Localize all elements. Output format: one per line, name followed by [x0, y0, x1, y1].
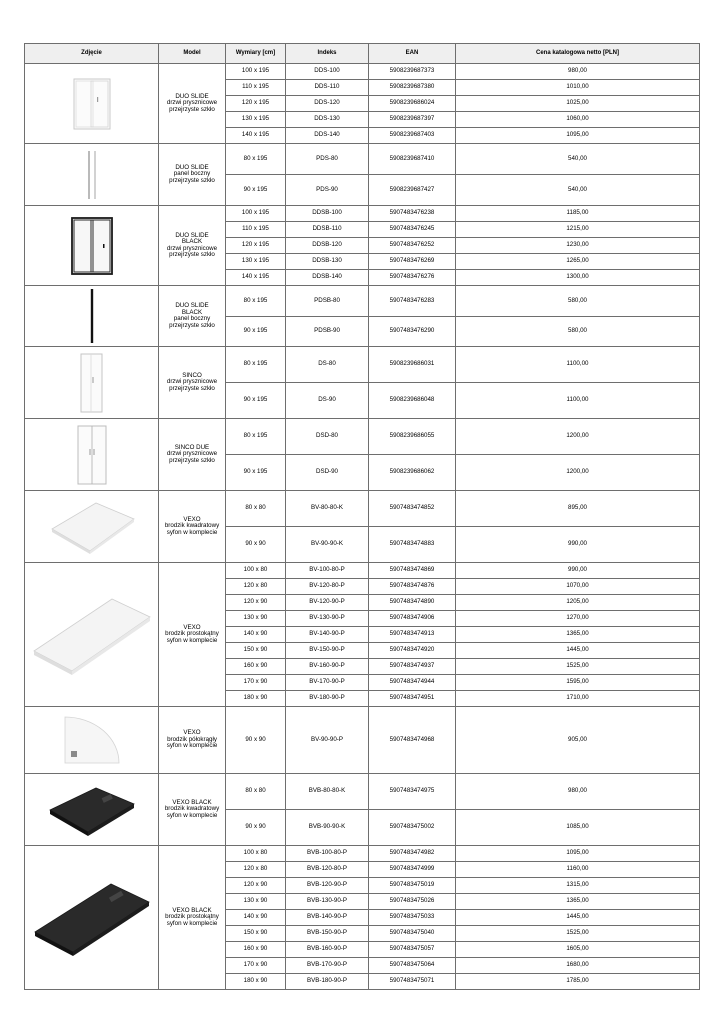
index-cell: BV-120-80-P: [286, 579, 369, 595]
square-tray-white-icon: [25, 497, 158, 557]
price-cell: 1365,00: [456, 627, 700, 643]
table-row: [25, 846, 700, 862]
model-name: BLACK: [181, 308, 203, 316]
index-cell: DDSB-130: [286, 254, 369, 270]
index-cell: BV-130-90-P: [286, 611, 369, 627]
model-description: panel boczny: [173, 315, 211, 322]
dimensions-cell: 160 x 90: [226, 942, 286, 958]
model-cell: [159, 347, 226, 419]
product-photo: [25, 774, 159, 846]
dimensions-cell: 90 x 195: [226, 175, 286, 206]
model-description: przejrzyste szkło: [169, 321, 215, 329]
model-name: VEXO: [183, 729, 201, 737]
model-cell: [159, 846, 226, 990]
index-cell: PDSB-80: [286, 286, 369, 317]
double-hinged-door-icon: [25, 423, 158, 487]
price-cell: 895,00: [456, 491, 700, 527]
price-cell: 1200,00: [456, 419, 700, 455]
dimensions-cell: 130 x 195: [226, 254, 286, 270]
index-cell: BVB-130-90-P: [286, 894, 369, 910]
price-cell: 1270,00: [456, 611, 700, 627]
price-cell: 1365,00: [456, 894, 700, 910]
model-name: DUO SLIDE: [175, 231, 209, 239]
header-price: Cena katalogowa netto [PLN]: [456, 44, 700, 64]
price-cell: 1185,00: [456, 206, 700, 222]
model-cell: [159, 286, 226, 347]
ean-cell: 5907483476245: [369, 222, 456, 238]
ean-cell: 5908239687427: [369, 175, 456, 206]
price-cell: 1445,00: [456, 910, 700, 926]
index-cell: DDS-110: [286, 80, 369, 96]
price-cell: 1525,00: [456, 659, 700, 675]
ean-cell: 5907483474890: [369, 595, 456, 611]
table-row: [25, 707, 700, 774]
index-cell: PDS-80: [286, 144, 369, 175]
ean-cell: 5907483475019: [369, 878, 456, 894]
model-name: SINCO DUE: [174, 443, 210, 451]
ean-cell: 5907483474999: [369, 862, 456, 878]
product-photo: [25, 491, 159, 563]
table-row: [25, 206, 700, 222]
model-description: drzwi prysznicowe: [166, 99, 218, 107]
ean-cell: 5908239687403: [369, 128, 456, 144]
index-cell: DDSB-100: [286, 206, 369, 222]
model-name: SINCO: [182, 371, 202, 379]
dimensions-cell: 120 x 80: [226, 862, 286, 878]
model-name: BLACK: [181, 238, 203, 245]
index-cell: DSD-80: [286, 419, 369, 455]
model-description: drzwi prysznicowe: [166, 450, 218, 458]
dimensions-cell: 80 x 195: [226, 286, 286, 317]
product-photo: [25, 347, 159, 419]
dimensions-cell: 90 x 195: [226, 383, 286, 419]
model-description: przejrzyste szkło: [169, 105, 215, 113]
ean-cell: 5908239686055: [369, 419, 456, 455]
square-tray-black-icon: [25, 780, 158, 840]
ean-cell: 5907483476269: [369, 254, 456, 270]
dimensions-cell: 110 x 195: [226, 222, 286, 238]
index-cell: DDS-120: [286, 96, 369, 112]
index-cell: BVB-180-90-P: [286, 974, 369, 990]
index-cell: DDS-100: [286, 64, 369, 80]
side-panel-black-icon: [25, 286, 158, 346]
price-cell: 1060,00: [456, 112, 700, 128]
ean-cell: 5908239686031: [369, 347, 456, 383]
model-description: brodzik prostokątny: [165, 913, 219, 921]
header-model: Model: [159, 44, 226, 64]
rectangular-tray-black-icon: [25, 870, 158, 966]
price-cell: 990,00: [456, 563, 700, 579]
header-ean: EAN: [369, 44, 456, 64]
table-row: [25, 64, 700, 80]
dimensions-cell: 100 x 80: [226, 846, 286, 862]
ean-cell: 5908239687397: [369, 112, 456, 128]
index-cell: DDS-130: [286, 112, 369, 128]
model-cell: [159, 144, 226, 206]
dimensions-cell: 130 x 90: [226, 611, 286, 627]
dimensions-cell: 80 x 195: [226, 144, 286, 175]
model-name: VEXO BLACK: [172, 906, 212, 914]
index-cell: PDSB-90: [286, 316, 369, 347]
ean-cell: 5907483475040: [369, 926, 456, 942]
table-row: [25, 347, 700, 383]
product-photo: [25, 64, 159, 144]
model-description: przejrzyste szkło: [169, 176, 215, 184]
model-description: brodzik kwadratowy: [164, 522, 220, 530]
price-cell: 1525,00: [456, 926, 700, 942]
product-photo: [25, 846, 159, 990]
index-cell: BV-160-90-P: [286, 659, 369, 675]
dimensions-cell: 90 x 90: [226, 707, 286, 774]
dimensions-cell: 140 x 90: [226, 910, 286, 926]
model-name: DUO SLIDE: [175, 92, 209, 100]
ean-cell: 5907483476252: [369, 238, 456, 254]
model-name: DUO SLIDE: [175, 302, 209, 309]
ean-cell: 5907483474876: [369, 579, 456, 595]
index-cell: BVB-90-90-K: [286, 810, 369, 846]
header-photo: Zdjęcie: [25, 44, 159, 64]
model-cell: [159, 206, 226, 286]
ean-cell: 5907483476283: [369, 286, 456, 317]
index-cell: DDSB-110: [286, 222, 369, 238]
index-cell: DSD-90: [286, 455, 369, 491]
price-cell: 1215,00: [456, 222, 700, 238]
price-cell: 1095,00: [456, 128, 700, 144]
hinged-door-icon: [25, 351, 158, 415]
dimensions-cell: 90 x 90: [226, 527, 286, 563]
dimensions-cell: 100 x 195: [226, 206, 286, 222]
index-cell: BVB-120-90-P: [286, 878, 369, 894]
model-description: syfon w komplecie: [166, 811, 218, 819]
model-cell: [159, 563, 226, 707]
dimensions-cell: 170 x 90: [226, 675, 286, 691]
ean-cell: 5907483475026: [369, 894, 456, 910]
ean-cell: 5907483474883: [369, 527, 456, 563]
index-cell: DS-90: [286, 383, 369, 419]
index-cell: BV-180-90-P: [286, 691, 369, 707]
price-cell: 990,00: [456, 527, 700, 563]
dimensions-cell: 180 x 90: [226, 691, 286, 707]
price-cell: 1200,00: [456, 455, 700, 491]
dimensions-cell: 100 x 195: [226, 64, 286, 80]
ean-cell: 5908239686024: [369, 96, 456, 112]
index-cell: DDS-140: [286, 128, 369, 144]
price-cell: 1595,00: [456, 675, 700, 691]
ean-cell: 5907483474852: [369, 491, 456, 527]
dimensions-cell: 130 x 90: [226, 894, 286, 910]
ean-cell: 5907483475071: [369, 974, 456, 990]
index-cell: BV-140-90-P: [286, 627, 369, 643]
dimensions-cell: 120 x 195: [226, 238, 286, 254]
model-cell: [159, 419, 226, 491]
dimensions-cell: 80 x 195: [226, 419, 286, 455]
price-cell: 1100,00: [456, 347, 700, 383]
index-cell: BV-120-90-P: [286, 595, 369, 611]
price-cell: 980,00: [456, 774, 700, 810]
dimensions-cell: 170 x 90: [226, 958, 286, 974]
dimensions-cell: 140 x 195: [226, 270, 286, 286]
model-cell: [159, 491, 226, 563]
index-cell: BVB-150-90-P: [286, 926, 369, 942]
price-cell: 1070,00: [456, 579, 700, 595]
index-cell: BV-170-90-P: [286, 675, 369, 691]
price-cell: 1300,00: [456, 270, 700, 286]
ean-cell: 5907483474906: [369, 611, 456, 627]
product-photo: [25, 563, 159, 707]
price-cell: 1445,00: [456, 643, 700, 659]
model-description: brodzik kwadratowy: [164, 805, 220, 813]
ean-cell: 5907483476238: [369, 206, 456, 222]
index-cell: BV-100-80-P: [286, 563, 369, 579]
dimensions-cell: 80 x 195: [226, 347, 286, 383]
index-cell: DDSB-140: [286, 270, 369, 286]
dimensions-cell: 90 x 195: [226, 316, 286, 347]
index-cell: BV-80-80-K: [286, 491, 369, 527]
model-description: przejrzyste szkło: [169, 456, 215, 464]
dimensions-cell: 120 x 90: [226, 878, 286, 894]
dimensions-cell: 140 x 90: [226, 627, 286, 643]
ean-cell: 5907483474937: [369, 659, 456, 675]
rectangular-tray-white-icon: [25, 585, 158, 685]
product-photo: [25, 144, 159, 206]
ean-cell: 5907483474951: [369, 691, 456, 707]
ean-cell: 5907483475002: [369, 810, 456, 846]
model-name: VEXO: [183, 623, 201, 631]
price-cell: 1100,00: [456, 383, 700, 419]
table-row: [25, 419, 700, 455]
dimensions-cell: 150 x 90: [226, 643, 286, 659]
sliding-door-clear-icon: [25, 77, 158, 131]
dimensions-cell: 120 x 90: [226, 595, 286, 611]
ean-cell: 5907483476290: [369, 316, 456, 347]
price-cell: 580,00: [456, 316, 700, 347]
model-description: syfon w komplecie: [166, 742, 218, 750]
model-name: VEXO: [183, 515, 201, 523]
product-photo: [25, 707, 159, 774]
header-dimensions: Wymiary [cm]: [226, 44, 286, 64]
product-photo: [25, 419, 159, 491]
model-description: syfon w komplecie: [166, 636, 218, 644]
index-cell: BV-90-90-P: [286, 707, 369, 774]
ean-cell: 5908239687410: [369, 144, 456, 175]
quarter-round-tray-icon: [25, 711, 158, 769]
price-cell: 1205,00: [456, 595, 700, 611]
header-row: [25, 44, 700, 64]
model-description: przejrzyste szkło: [169, 251, 215, 258]
table-row: [25, 563, 700, 579]
table-row: [25, 286, 700, 317]
ean-cell: 5907483474975: [369, 774, 456, 810]
index-cell: BV-90-90-K: [286, 527, 369, 563]
ean-cell: 5908239686048: [369, 383, 456, 419]
ean-cell: 5908239686062: [369, 455, 456, 491]
product-photo: [25, 286, 159, 347]
side-panel-clear-icon: [25, 148, 158, 202]
table-row: [25, 491, 700, 527]
dimensions-cell: 120 x 80: [226, 579, 286, 595]
ean-cell: 5907483474982: [369, 846, 456, 862]
index-cell: BVB-80-80-K: [286, 774, 369, 810]
price-cell: 1605,00: [456, 942, 700, 958]
price-cell: 540,00: [456, 175, 700, 206]
model-description: brodzik prostokątny: [165, 630, 219, 638]
ean-cell: 5907483474944: [369, 675, 456, 691]
dimensions-cell: 90 x 195: [226, 455, 286, 491]
index-cell: BVB-140-90-P: [286, 910, 369, 926]
price-cell: 1160,00: [456, 862, 700, 878]
price-cell: 905,00: [456, 707, 700, 774]
price-cell: 1085,00: [456, 810, 700, 846]
ean-cell: 5907483476276: [369, 270, 456, 286]
ean-cell: 5907483475057: [369, 942, 456, 958]
ean-cell: 5908239687373: [369, 64, 456, 80]
model-description: syfon w komplecie: [166, 528, 218, 536]
index-cell: BVB-100-80-P: [286, 846, 369, 862]
price-list-table: [24, 43, 700, 990]
price-cell: 540,00: [456, 144, 700, 175]
index-cell: DDSB-120: [286, 238, 369, 254]
price-cell: 1710,00: [456, 691, 700, 707]
dimensions-cell: 110 x 195: [226, 80, 286, 96]
model-description: panel boczny: [173, 170, 211, 178]
dimensions-cell: 120 x 195: [226, 96, 286, 112]
dimensions-cell: 90 x 90: [226, 810, 286, 846]
table-row: [25, 774, 700, 810]
table-row: [25, 144, 700, 175]
price-cell: 1680,00: [456, 958, 700, 974]
ean-cell: 5907483474968: [369, 707, 456, 774]
ean-cell: 5907483474920: [369, 643, 456, 659]
ean-cell: 5908239687380: [369, 80, 456, 96]
price-cell: 1230,00: [456, 238, 700, 254]
ean-cell: 5907483474869: [369, 563, 456, 579]
dimensions-cell: 150 x 90: [226, 926, 286, 942]
price-cell: 980,00: [456, 64, 700, 80]
index-cell: PDS-90: [286, 175, 369, 206]
model-description: syfon w komplecie: [166, 919, 218, 927]
dimensions-cell: 100 x 80: [226, 563, 286, 579]
model-cell: [159, 707, 226, 774]
model-cell: [159, 774, 226, 846]
dimensions-cell: 140 x 195: [226, 128, 286, 144]
model-name: DUO SLIDE: [175, 163, 209, 171]
price-cell: 1095,00: [456, 846, 700, 862]
price-cell: 1010,00: [456, 80, 700, 96]
model-description: brodzik półokrągły: [167, 735, 217, 743]
index-cell: BVB-170-90-P: [286, 958, 369, 974]
price-cell: 1315,00: [456, 878, 700, 894]
dimensions-cell: 130 x 195: [226, 112, 286, 128]
model-description: przejrzyste szkło: [169, 384, 215, 392]
model-name: VEXO BLACK: [172, 798, 212, 806]
price-cell: 580,00: [456, 286, 700, 317]
ean-cell: 5907483475033: [369, 910, 456, 926]
dimensions-cell: 160 x 90: [226, 659, 286, 675]
ean-cell: 5907483475064: [369, 958, 456, 974]
model-description: drzwi prysznicowe: [166, 244, 218, 252]
price-cell: 1785,00: [456, 974, 700, 990]
model-description: drzwi prysznicowe: [166, 378, 218, 386]
sliding-door-black-icon: [25, 216, 158, 276]
index-cell: DS-80: [286, 347, 369, 383]
index-cell: BV-150-90-P: [286, 643, 369, 659]
dimensions-cell: 80 x 80: [226, 491, 286, 527]
dimensions-cell: 80 x 80: [226, 774, 286, 810]
price-cell: 1265,00: [456, 254, 700, 270]
ean-cell: 5907483474913: [369, 627, 456, 643]
index-cell: BVB-120-80-P: [286, 862, 369, 878]
dimensions-cell: 180 x 90: [226, 974, 286, 990]
model-cell: [159, 64, 226, 144]
index-cell: BVB-160-90-P: [286, 942, 369, 958]
price-cell: 1025,00: [456, 96, 700, 112]
header-index: Indeks: [286, 44, 369, 64]
product-photo: [25, 206, 159, 286]
